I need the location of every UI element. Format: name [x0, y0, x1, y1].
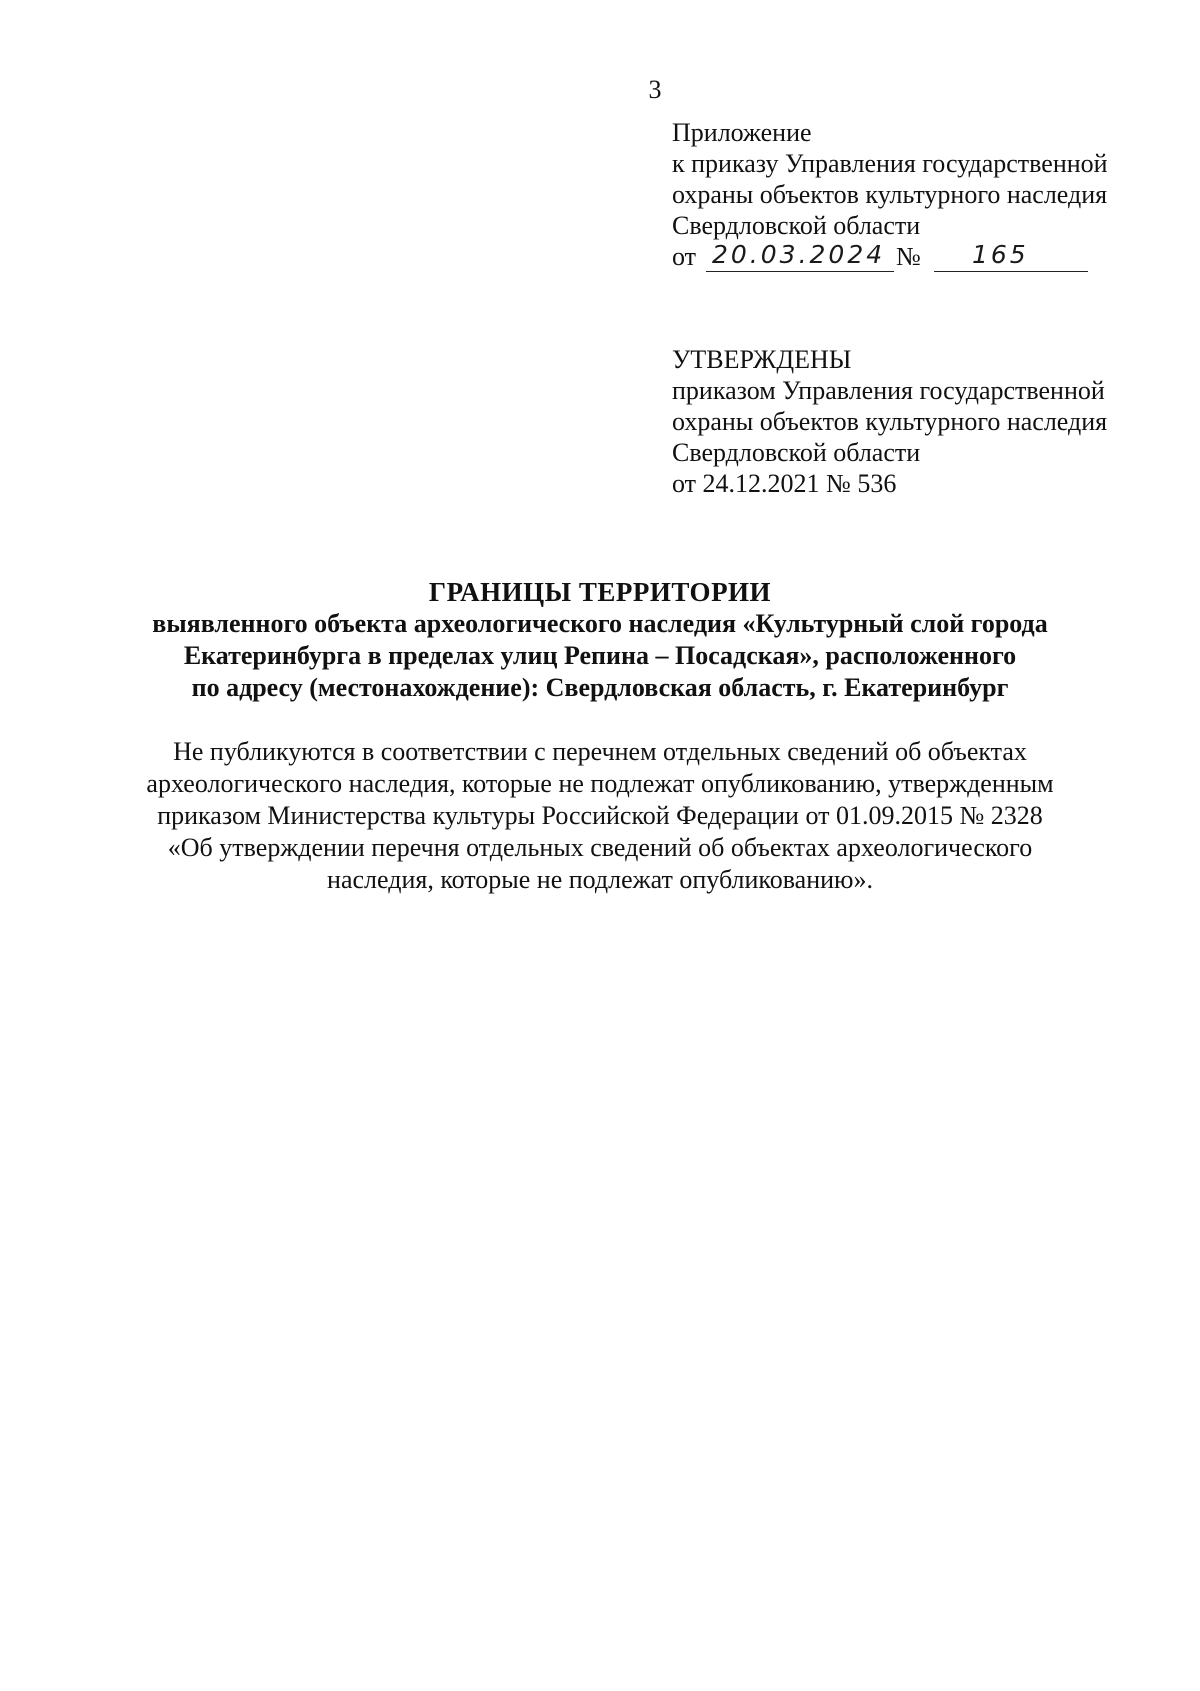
- order-date-number-line: [672, 241, 1108, 275]
- approved-line: охраны объектов культурного наследия: [672, 407, 1108, 436]
- approved-block: [672, 344, 1107, 499]
- appendix-line: охраны объектов культурного наследия: [672, 180, 1108, 209]
- notice-line: наследия, которые не подлежат опубликованию».: [327, 865, 873, 894]
- appendix-line: к приказу Управления государственной: [672, 149, 1108, 178]
- notice-line: «Об утверждении перечня отдельных сведений об объектах археологического: [167, 833, 1033, 862]
- order-date-field: [706, 241, 894, 272]
- heading-title: ГРАНИЦЫ ТЕРРИТОРИИ: [428, 577, 772, 607]
- approved-line: УТВЕРЖДЕНЫ: [672, 345, 852, 374]
- page-number: 3: [648, 75, 662, 104]
- appendix-block: [672, 117, 1108, 275]
- appendix-line: Свердловской области: [672, 211, 921, 240]
- handwritten-order-date: 20.03.2024: [712, 240, 886, 269]
- heading-line: Екатеринбурга в пределах улиц Репина – Посадская», расположенного: [183, 641, 1017, 670]
- order-date-prefix: от: [672, 242, 697, 271]
- handwritten-order-number: 165: [972, 240, 1029, 269]
- non-publication-notice: [0, 736, 1200, 896]
- document-heading: [0, 576, 1200, 704]
- notice-line: археологического наследия, которые не подлежат опубликованию, утвержденным: [146, 769, 1054, 798]
- notice-line: приказом Министерства культуры Российской Федерации от 01.09.2015 № 2328: [157, 801, 1043, 830]
- notice-line: Не публикуются в соответствии с перечнем отдельных сведений об объектах: [173, 737, 1027, 766]
- appendix-line: Приложение: [672, 118, 812, 147]
- approved-line: от 24.12.2021 № 536: [672, 469, 897, 498]
- order-number-sign: №: [896, 242, 921, 271]
- approved-line: Свердловской области: [672, 438, 921, 467]
- heading-line: по адресу (местонахождение): Свердловская область, г. Екатеринбург: [191, 673, 1009, 702]
- heading-line: выявленного объекта археологического наследия «Культурный слой города: [152, 609, 1048, 638]
- order-number-field: [934, 241, 1088, 272]
- approved-line: приказом Управления государственной: [672, 376, 1105, 405]
